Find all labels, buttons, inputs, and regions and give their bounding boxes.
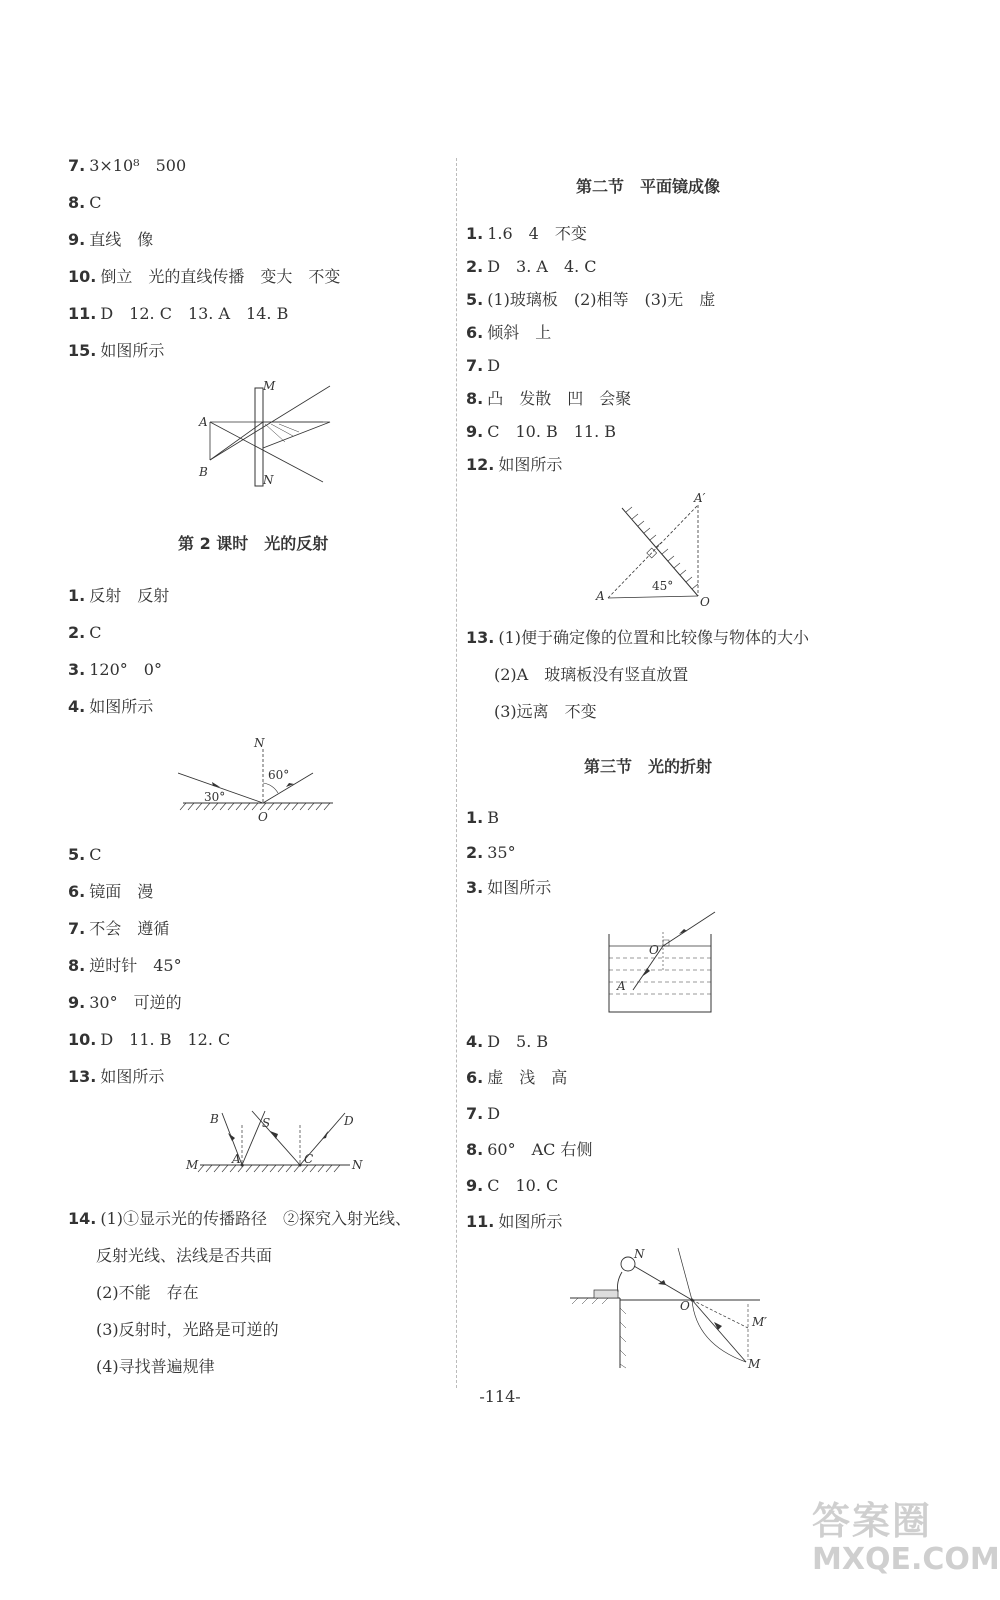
answer-p1: 1. 1.6 4 不变 (466, 224, 587, 243)
incident-ray (663, 912, 715, 946)
figure-11-pool-refraction (568, 1244, 778, 1372)
answer-f3: 3. 如图所示 (466, 878, 552, 897)
label-60deg: 60° (268, 768, 290, 782)
ray-to-m (692, 1300, 746, 1362)
answer-9: 9. 直线 像 (68, 230, 154, 249)
label-c: C (304, 1152, 314, 1166)
label-m: M (186, 1158, 199, 1172)
label-b: B (199, 465, 208, 479)
page-number: -114- (479, 1387, 521, 1406)
label-d: D (344, 1114, 354, 1128)
label-a: A (617, 979, 626, 993)
label-n: N (352, 1158, 363, 1172)
label-a: A (199, 415, 208, 429)
figure-12-inclined-mirror (590, 490, 720, 610)
answer-p12: 12. 如图所示 (466, 455, 563, 474)
label-o: O (700, 595, 710, 609)
ray-ao (608, 596, 698, 598)
answer-r7: 7. 不会 遵循 (68, 919, 170, 938)
label-45deg: 45° (652, 579, 674, 593)
label-m-prime: M′ (752, 1315, 768, 1329)
answer-7: 7. 3×10⁸ 500 (68, 156, 187, 175)
answer-f2: 2. 35° (466, 843, 516, 862)
label-a: A (232, 1152, 241, 1166)
answer-r3: 3. 120° 0° (68, 660, 162, 679)
answer-f9-10: 9. C 10. C (466, 1176, 559, 1195)
shaded-region (263, 422, 330, 448)
watermark-line1: 答案圈 (812, 1499, 933, 1543)
answer-p13-line3: (3)远离 不变 (494, 702, 597, 721)
label-normal: N (254, 736, 265, 750)
watermark (812, 1490, 1000, 1600)
section-title-reflection: 第 2 课时 光的反射 (178, 534, 329, 553)
answer-p13-line2: (2)A 玻璃板没有竖直放置 (494, 665, 689, 684)
label-b: B (210, 1112, 219, 1126)
answer-r10-12: 10. D 11. B 12. C (68, 1030, 231, 1049)
label-30deg: 30° (204, 790, 226, 804)
label-m: M (748, 1357, 761, 1371)
answer-r8: 8. 逆时针 45° (68, 956, 182, 975)
answer-f1: 1. B (466, 808, 499, 827)
answer-10: 10. 倒立 光的直线传播 变大 不变 (68, 267, 341, 286)
answer-r2: 2. C (68, 623, 102, 642)
answer-r4: 4. 如图所示 (68, 697, 154, 716)
answer-f6: 6. 虚 浅 高 (466, 1068, 568, 1087)
answer-r1: 1. 反射 反射 (68, 586, 170, 605)
label-o: O (258, 810, 268, 824)
answer-p8: 8. 凸 发散 凹 会聚 (466, 389, 632, 408)
answer-15: 15. 如图所示 (68, 341, 165, 360)
answer-p6: 6. 倾斜 上 (466, 323, 552, 342)
label-n: N (634, 1247, 645, 1261)
label-n: N (263, 473, 274, 487)
section-title-refraction: 第三节 光的折射 (584, 757, 713, 776)
answer-f8: 8. 60° AC 右侧 (466, 1140, 593, 1159)
answer-f11: 11. 如图所示 (466, 1212, 563, 1231)
answer-f4-5: 4. D 5. B (466, 1032, 549, 1051)
answer-11-14: 11. D 12. C 13. A 14. B (68, 304, 289, 323)
label-s: S (262, 1116, 271, 1130)
answer-r14-line1: 14. (1)①显示光的传播路径 ②探究入射光线、 (68, 1209, 412, 1228)
label-m: M (263, 380, 276, 393)
virtual-ray (692, 1300, 748, 1328)
eye-head (621, 1257, 635, 1271)
person-base (594, 1290, 618, 1298)
label-a-prime: A′ (694, 491, 706, 505)
answer-p13-line1: 13. (1)便于确定像的位置和比较像与物体的大小 (466, 628, 810, 647)
answer-r13: 13. 如图所示 (68, 1067, 165, 1086)
answer-p7: 7. D (466, 356, 501, 375)
answer-r14-line4: (3)反射时，光路是可逆的 (96, 1320, 279, 1339)
section-title-plane-mirror: 第二节 平面镜成像 (576, 177, 721, 196)
label-o: O (680, 1299, 690, 1313)
answer-r9: 9. 30° 可逆的 (68, 993, 182, 1012)
figure-4-reflection (178, 735, 338, 825)
answer-r5: 5. C (68, 845, 102, 864)
answer-8: 8. C (68, 193, 102, 212)
answer-p9-11: 9. C 10. B 11. B (466, 422, 617, 441)
figure-3-water-tank (605, 910, 725, 1018)
answer-f7: 7. D (466, 1104, 501, 1123)
answer-r14-line2: 反射光线、法线是否共面 (96, 1246, 273, 1265)
figure-15-plane-mirror (195, 380, 335, 492)
answer-r14-line3: (2)不能 存在 (96, 1283, 199, 1302)
ray-b (210, 386, 330, 460)
answer-p5: 5. (1)玻璃板 (2)相等 (3)无 虚 (466, 290, 716, 309)
answer-p2-4: 2. D 3. A 4. C (466, 257, 597, 276)
mirror-bar (255, 388, 263, 486)
answer-r6: 6. 镜面 漫 (68, 882, 154, 901)
figure-13-two-mirrors (180, 1105, 370, 1183)
label-o: O (649, 943, 659, 957)
watermark-line2: MXQE.COM (812, 1542, 1000, 1577)
column-divider (456, 158, 457, 1388)
answer-r14-line5: (4)寻找普遍规律 (96, 1357, 215, 1376)
label-a: A (596, 589, 605, 603)
